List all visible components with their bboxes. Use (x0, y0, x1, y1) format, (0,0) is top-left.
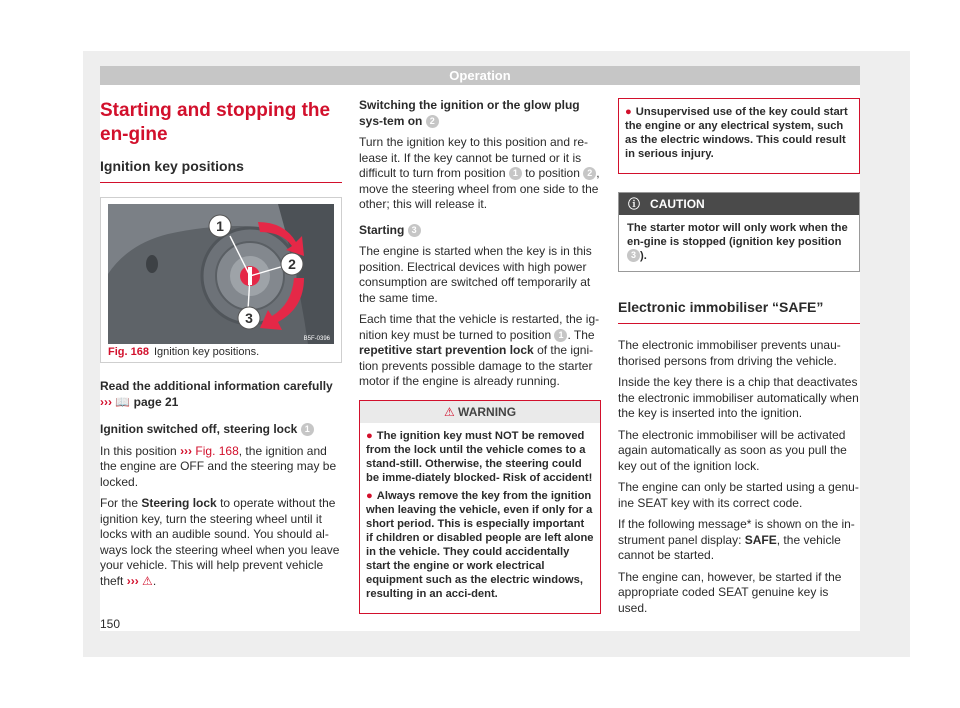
warning-icon: ⚠ (443, 404, 455, 419)
paragraph: The electronic immobiliser prevents unau-thorised persons from driving the vehicle. (618, 338, 841, 368)
caution-box (618, 192, 860, 272)
figure-label: Fig. 168 (108, 345, 149, 358)
text: If the following message* is shown on the in-strument panel display: (618, 517, 855, 547)
read-more (100, 379, 342, 410)
text: , the ignition and the engine are OFF and the steering may be locked. (100, 443, 337, 489)
text: In this position (100, 443, 177, 458)
position-badge: 1 (301, 423, 314, 436)
paragraph-restart (359, 312, 601, 390)
heading-ignition-off (100, 422, 342, 438)
column-3 (618, 98, 860, 622)
section-header: Operation (100, 66, 860, 85)
bullet-icon: ● (625, 106, 632, 118)
bold-term: SAFE (744, 532, 777, 547)
warning-item (625, 105, 853, 161)
bold-term: repetitive start prevention lock (359, 343, 534, 357)
paragraph-ignition-on (359, 135, 601, 213)
figure-168 (100, 197, 342, 363)
figure-caption (108, 345, 259, 361)
paragraph: Inside the key there is a chip that deactivates the electronic immobiliser automatically when the key is inserted into the ignition. (618, 375, 859, 420)
ignition-lock-drawing (108, 204, 334, 344)
warning-body (619, 99, 859, 173)
figure-caption-text: Ignition key positions. (153, 345, 260, 358)
caution-header (619, 193, 859, 215)
position-badge: 3 (627, 249, 640, 262)
paragraph: The engine can only be started using a genu-ine SEAT key with its correct code. (618, 480, 859, 510)
paragraph (618, 517, 860, 564)
warning-item (366, 429, 594, 485)
position-badge: 3 (408, 224, 421, 237)
warning-text: The ignition key must NOT be removed from the lock until the vehicle comes to a stand-still. Otherwise, the steering could be imme-diately blocked- Risk of accident! (366, 429, 593, 484)
position-badge: 2 (583, 167, 596, 180)
position-badge: 1 (554, 329, 567, 342)
xref-arrow-icon: ››› (100, 394, 112, 409)
warning-box (359, 400, 601, 614)
marker-3: 3 (245, 310, 253, 326)
caution-icon: ⓘ (628, 197, 641, 211)
caution-body (619, 215, 859, 271)
heading-ignition-on-text: Switching the ignition or the glow plug sys-tem on (359, 98, 580, 128)
caution-title: CAUTION (650, 197, 705, 211)
warning-box-continued (618, 98, 860, 174)
book-icon: 📖 (115, 394, 131, 409)
caution-text: ). (640, 250, 647, 262)
warning-body (360, 423, 600, 613)
text: . The (567, 327, 595, 342)
paragraph-position-1 (100, 444, 342, 491)
position-badge: 2 (426, 115, 439, 128)
column-1 (100, 95, 342, 595)
paragraph-starting: The engine is started when the key is in this position. Electrical devices with high power consumption are switched off temporarily at the same time. (359, 244, 592, 305)
warning-text: Unsupervised use of the key could start the engine or any electrical system, such as the electric windows. This could result in serious injury. (625, 106, 848, 160)
text: For the (100, 496, 139, 510)
warning-title: WARNING (458, 404, 517, 419)
warning-icon[interactable]: ⚠ (142, 573, 153, 588)
text: of the igni-tion prevents possible damage to the starter motor if the engine is already running. (359, 343, 594, 388)
text: , the vehicle cannot be started. (618, 532, 841, 562)
paragraph-steering-lock: For the Steering lock to operate without the ignition key, turn the steering wheel until it locks with an audible sound. You should al-ways lock the steering wheel when you leave your vehicle. This will help prevent vehicle theft ››› ⚠. (100, 496, 340, 588)
ignition-lock-illustration (108, 204, 334, 344)
paragraph: The engine can, however, be started if the appropriate coded SEAT genuine key is used. (618, 569, 842, 615)
subtitle: Ignition key positions (100, 157, 342, 183)
caution-text: The starter motor will only work when the en-gine is stopped (ignition key position (627, 222, 848, 248)
figure-code: B5F-0396 (303, 336, 330, 342)
marker-1: 1 (216, 218, 224, 234)
xref-arrow-icon: ››› (126, 573, 139, 588)
read-more-link[interactable]: page 21 (133, 394, 179, 409)
figure-link[interactable]: Fig. 168 (195, 443, 239, 458)
xref-arrow-icon: ››› (180, 443, 193, 458)
bullet-icon: ● (366, 489, 373, 502)
warning-item (366, 489, 594, 601)
page-title: Starting and stopping the en-gine (100, 100, 331, 145)
text: to operate without the ignition key, turn the steering wheel until it locks with an audible sound. You should al-ways lock the steering wheel when you leave your vehicle. This will help prevent vehicle theft (100, 496, 340, 588)
read-more-text: Read the additional information carefully (100, 379, 333, 393)
heading-ignition-on (359, 98, 601, 129)
page-number: 150 (100, 617, 121, 631)
warning-header (360, 401, 600, 423)
text: Turn the ignition key to this position and re-lease it. If the key cannot be turned or it is difficult to turn from position (359, 135, 589, 180)
marker-2: 2 (288, 256, 296, 272)
text: to position (525, 166, 580, 180)
heading-ignition-off-text: Ignition switched off, steering lock (100, 422, 298, 436)
warning-text: Always remove the key from the ignition when leaving the vehicle, even if only for a short period. This is especially important if children or disabled people are left alone in the vehicle. They could accidentally start the engine or work electrical equipment such as the electric windows, resulting in an acci-dent. (366, 489, 594, 600)
column-2 (359, 98, 601, 614)
text: , move the steering wheel from one side to the other; this will release it. (359, 166, 600, 211)
paragraph: The electronic immobiliser will be activated again automatically as soon as you pull the key out of the ignition lock. (618, 427, 847, 473)
position-badge: 1 (509, 167, 522, 180)
heading-starting-text: Starting (359, 222, 405, 237)
bold-term: Steering lock (141, 496, 217, 510)
bullet-icon: ● (366, 429, 373, 442)
heading-starting (359, 223, 601, 239)
section-heading-immobiliser: Electronic immobiliser “SAFE” (618, 298, 860, 324)
text: Each time that the vehicle is restarted, the ig-nition key must be turned to position (359, 312, 600, 342)
